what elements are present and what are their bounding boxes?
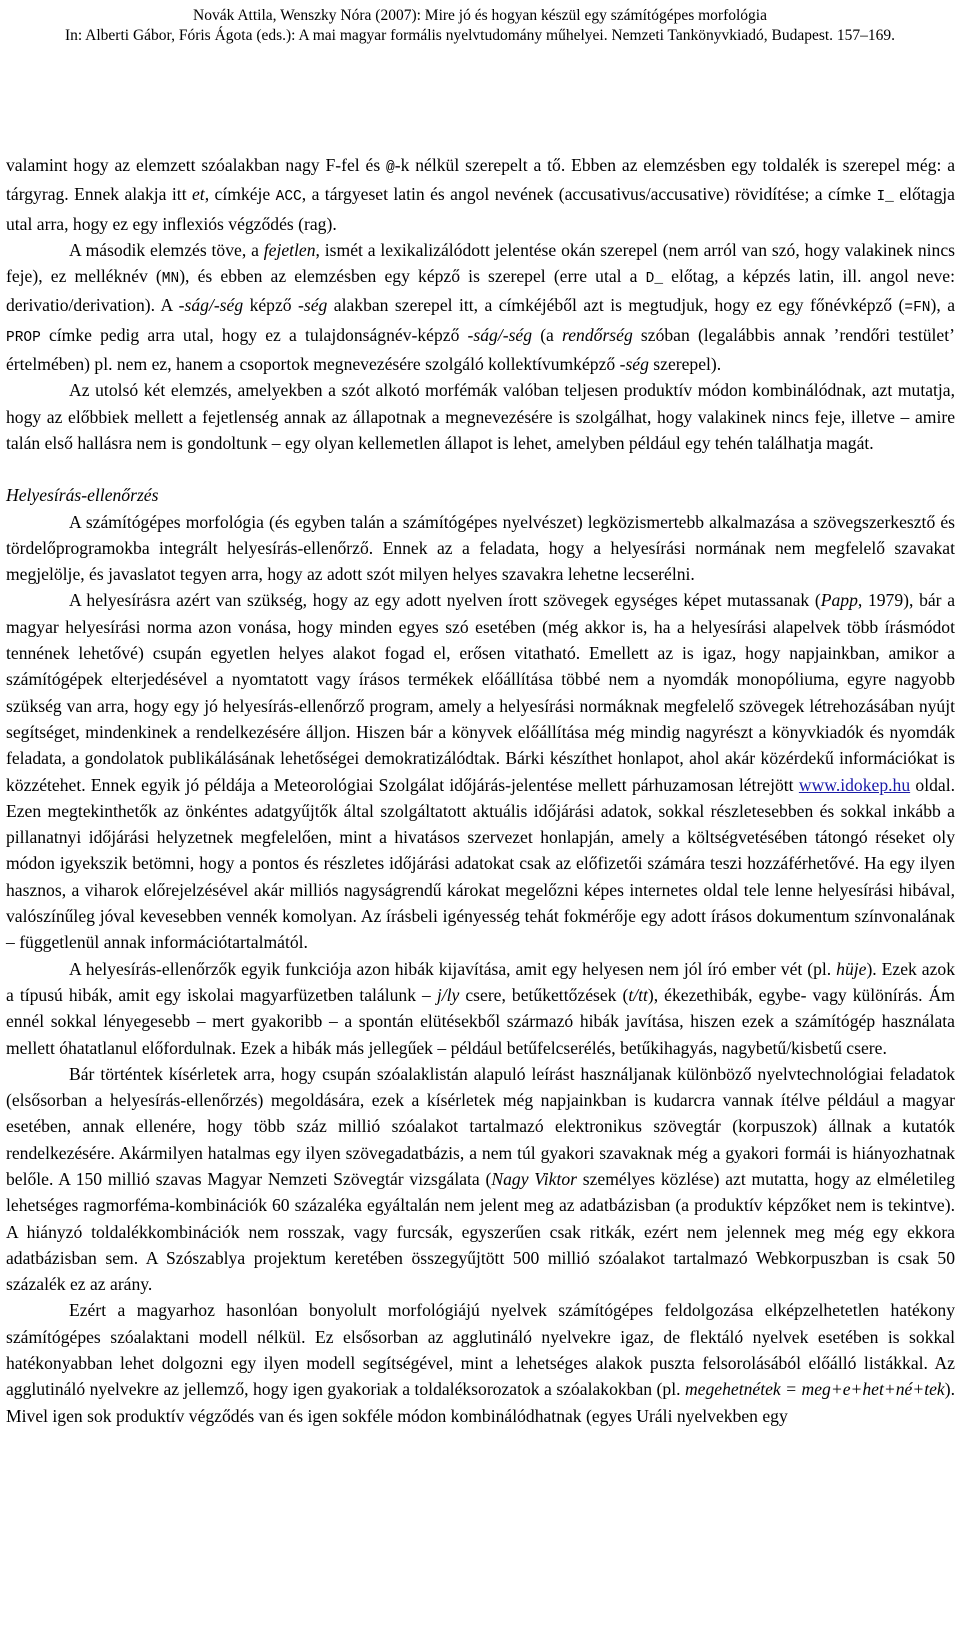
header-citation-authors: Novák Attila, Wenszky Nóra (2007): Mire jó és hogyan készül egy számítógépes morfológia [193, 7, 767, 24]
section-heading: Helyesírás-ellenőrzés [6, 485, 159, 506]
paragraph-8: Ezért a magyarhoz hasonlóan bonyolult morfológiájú nyelvek számítógépes feldolgozása elképzelhetetlen hatékony számítógépes szóalaktani modell nélkül. Ez elsősorban az agglutináló nyelvekre igaz, de flektáló nyelvek esetében is sokkal hatékonyabban lehet dolgozni egy ilyen modell segítségével, mint a lehetséges alakok puszta felsorolásából előálló listákkal. Az agglutináló nyelvekre az jellemző, hogy igen gyakoriak a toldaléksorozatok a szóalakokban (pl. megehetnétek = meg+e+het+né+tek). Mivel igen sok produktív végződés van és igen sokféle módon kombinálódhatnak (egyes Uráli nyelvekben egy [6, 1300, 955, 1426]
code-mn: MN [161, 271, 180, 288]
code-i-prefix: I_ [876, 189, 894, 206]
paragraph-3: Az utolsó két elemzés, amelyekben a szót alkotó morfémák valóban teljesen produktív módon kombinálódnak, azt mutatja, hogy az előbbiek mellett a fejetlenség annak az állapotnak a megnevezésére is szolgálhat, hogy valakinek nincs feje, illetve – amire talán első hallásra nem is gondoltunk – egy olyan kellemetlen állapot is lehet, amelyben például egy tehén találhatja magát. [6, 380, 955, 453]
paragraph-4: A számítógépes morfológia (és egyben talán a számítógépes nyelvészet) legközismertebb alkalmazása a szövegszerkesztő és tördelőprogramokba integrált helyesírás-ellenőrző. Ennek az a feladata, hogy a helyesírási normának nem megfelelő szavakat megjelölje, és javaslatot tegyen arra, hogy az adott szót milyen helyes szavakra lehetne lecserélni. [6, 511, 955, 585]
paragraph-7: Bár történtek kísérletek arra, hogy csupán szóalaklistán alapuló leírást használjanak különböző nyelvtechnológiai feladatok (elsősorban a helyesírás-ellenőrzés) megoldására, ezek a kísérletek még napjainkban is kudarcra vannak ítélve például a magyar esetében, annak ellenére, hogy több száz millió szóalakot tartalmazó elektronikus szövegtár (korpuszok) állnak a kutatók rendelkezésére. Akármilyen hatalmas egy ilyen szövegadatbázis, a nem túl gyakori szavaknak még a gyakori formái is hiányozhatnak belőle. A 150 millió szavas Magyar Nemzeti Szövegtár vizsgálata (Nagy Viktor személyes közlése) azt mutatta, hogy az elméletileg lehetséges ragmorféma-kombinációk 60 százaléka egyáltalán nem jelent meg az adatbázisban (a produktív képzőket nem is tekintve). A hiányzó toldalékkombinációk nem rosszak, vagy furcsák, egyszerűen csak ritkák, ezért nem jelennek meg még egy ekkora adatbázisban sem. A Szószablya projektum keretében összegyűjtött 500 millió szóalakot tartalmazó Webkorpuszban is csak 50 százalék ez az arány. [6, 1063, 955, 1295]
code-acc: ACC [275, 189, 302, 206]
header-citation-source: In: Alberti Gábor, Fóris Ágota (eds.): A mai magyar formális nyelvtudomány műhelyei. Nemzeti Tankönyvkiadó, Budapest. 157–169. [64, 27, 896, 44]
paragraph-2: A második elemzés töve, a fejetlen, ismét a lexikalizálódott jelentése okán szerepel (nem arról van szó, hogy valakinek nincs feje), ez melléknév (MN), és ebben az elemzésben egy képző is szerepel (erre utal a D_ előtag, a képzés latin, ill. angol neve: derivatio/derivation). A -ság/-ség képző -ség alakban szerepel itt, a címkéjéből azt is megtudjuk, hogy ez egy főnévképző (=FN), a PROP címke pedig arra utal, hogy ez a tulajdonságnév-képző -ság/-ség (a rendőrség szóban (legalábbis annak ’rendőri testület’ értelmében) pl. nem ez, hanem a csoportok megnevezésére szolgáló kollektívumképző -ség szerepel). [6, 239, 956, 375]
idokep-link[interactable]: www.idokep.hu [798, 774, 911, 795]
code-prop: PROP [6, 329, 41, 346]
paragraph-5: A helyesírásra azért van szükség, hogy az egy adott nyelven írott szövegek egységes képet mutassanak (Papp, 1979), bár a magyar helyesírási norma azon vonása, hogy minden egyes szó esetében (még akkor is, ha a helyesírási alapelvek több írásmódot tennének lehetővé) csupán egyetlen helyes alakot fogad el, erősen vitatható. Emellett az is igaz, hogy napjainkban, amikor a számítógépek elterjedésével a nyomtatott vagy írásos termékek előállítása többé nem a nyomdák monopóliuma, egyre nagyobb szükség van arra, hogy egy jó helyesírás-ellenőrző program, amely a helyesírási normáknak megfelelő szövegek létrehozásában nyújt segítséget, mindenkinek a rendelkezésére álljon. Hiszen bár a könyvek előállítása még mindig nagyrészt a könyvkiadók és nyomdák feladata, a gondolatok publikálásának lehetőségei demokratizálódtak. Bárki készíthet honlapot, ahol akár közérdekű információkat is közzétehet. Ennek egyik jó példája a Meteorológiai Szolgálat időjárás-jelentése mellett párhuzamosan létrejött www.idokep.hu oldal. Ezen megtekinthetők az önkéntes adatgyűjtők által szolgáltatott aktuális időjárási adatok, sokkal részletesebben és sokkal inkább a pillanatnyi időjárási helyzetnek megfelelően, mint a hivatásos szervezet honlapján, amely a költségvetésében tátongó réseket oly módon igyekszik betömni, hogy a pontos és részletes időjárási adatokat csak az előfizetői számára teszi hozzáférhetővé. Ha egy ilyen hasznos, a viharok előrejelzésével akár milliós nagyságrendű károkat megelőzni képes internetes oldal tele lenne helyesírási hibával, valószínűleg jóval kevesebben vennék komolyan. Az írásbeli igényesség tehát fokmérője egy adott írásos dokumentum színvonalának – függetlenül annak információtartalmától. [6, 590, 956, 953]
paragraph-1: valamint hogy az elemzett szóalakban nagy F-fel és @-k nélkül szerepelt a tő. Ebben az elemzésben egy toldalék is szerepel még: a tárgyrag. Ennek alakja itt et, címkéje ACC, a tárgyeset latin és angol nevének (accusativus/accusative) rövidítése; a címke I_ előtagja utal arra, hogy ez egy inflexiós végződés (rag). [6, 155, 956, 234]
code-fn: =FN [904, 300, 931, 317]
code-at: @ [386, 160, 395, 176]
running-header [0, 6, 960, 46]
paragraph-6: A helyesírás-ellenőrzők egyik funkciója azon hibák kijavítása, amit egy helyesen nem jól író ember vét (pl. hüje). Ezek azok a típusú hibák, amit egy iskolai magyarfüzetben találunk – j/ly csere, betűkettőzések (t/tt), ékezethibák, egybe- vagy különírás. Ám ennél sokkal lényegesebb – mert gyakoribb – a spontán elütésekből származó hibák javítása, hiszen ezek a számítógép használata mellett óhatatlanul előfordulnak. Ezek a hibák más jellegűek – például betűfelcserélés, betűkihagyás, nagybetű/kisbetű csere. [6, 958, 955, 1058]
body-text [6, 152, 955, 1429]
code-d-prefix: D_ [645, 271, 664, 288]
